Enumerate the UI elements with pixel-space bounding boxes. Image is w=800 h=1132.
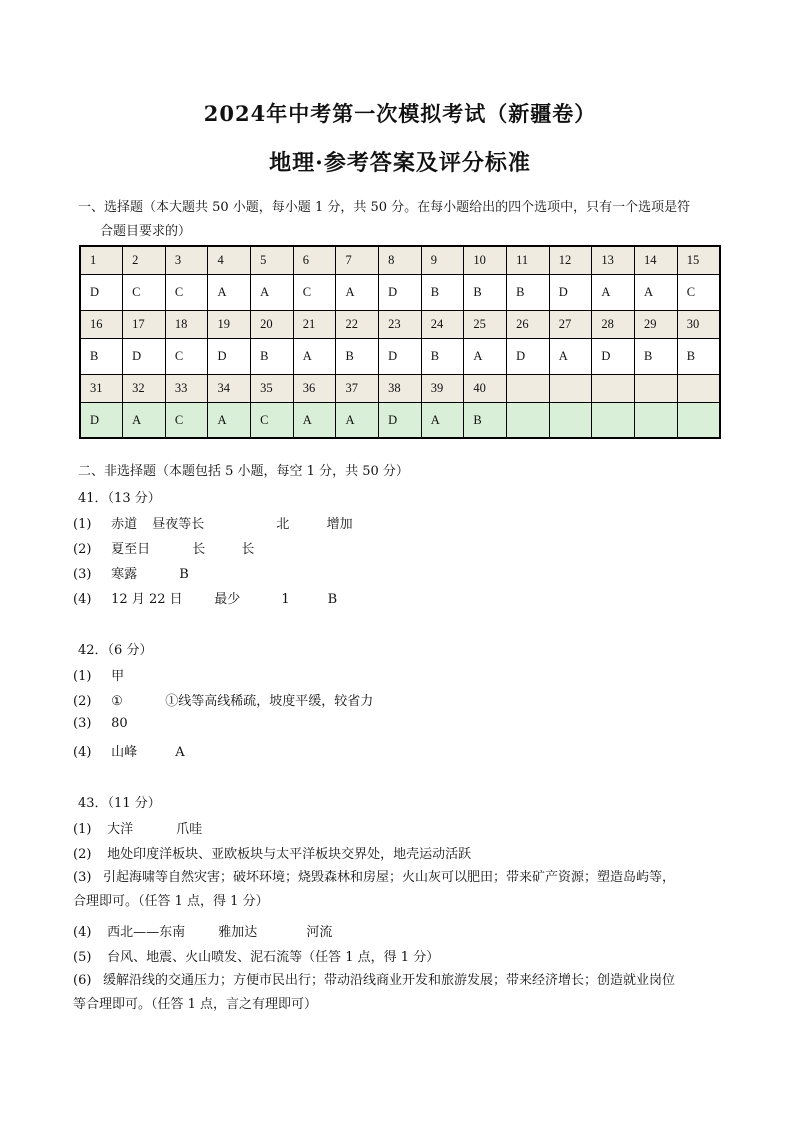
answer-row	[80, 403, 720, 439]
q43-item-4	[73, 921, 332, 940]
answer-table	[79, 245, 721, 439]
q41-item-2	[73, 538, 254, 557]
question-number-cell: 34	[208, 375, 251, 403]
item-mark: (2)	[73, 847, 92, 862]
answer-cell: A	[464, 339, 507, 375]
q42-item-1	[73, 665, 124, 684]
answer-text: 昼夜等长	[152, 517, 205, 532]
item-mark: (3)	[73, 567, 92, 582]
question-number-cell: 17	[123, 311, 166, 339]
answer-cell: B	[677, 339, 720, 375]
answer-cell: B	[464, 275, 507, 311]
answer-row	[80, 339, 720, 375]
answer-cell: C	[123, 275, 166, 311]
q43-header: 43．（11 分）	[78, 796, 161, 811]
q43-item-1	[73, 818, 202, 837]
question-number-cell: 5	[251, 246, 294, 275]
answer-text-continued: 等合理即可。（任答 1 点，言之有理即可）	[73, 997, 318, 1012]
item-mark: (6)	[73, 973, 92, 988]
answer-cell: D	[379, 275, 422, 311]
question-number-cell: 11	[507, 246, 550, 275]
answer-cell: D	[80, 403, 123, 439]
question-number-cell: 26	[507, 311, 550, 339]
section-2-heading: 二、非选择题（本题包括 5 小题，每空 1 分，共 50 分）	[78, 464, 409, 479]
answer-cell: C	[293, 275, 336, 311]
answer-cell: B	[336, 339, 379, 375]
answer-cell	[592, 403, 635, 439]
answer-text: 12 月 22 日	[111, 592, 183, 607]
q42-item-3	[73, 716, 128, 731]
answer-cell: B	[464, 403, 507, 439]
question-number-cell: 31	[80, 375, 123, 403]
question-number-cell: 19	[208, 311, 251, 339]
answer-text: 大洋	[107, 822, 134, 837]
document-title: 2024年中考第一次模拟考试（新疆卷）	[203, 101, 597, 126]
answer-text: B	[327, 592, 338, 607]
answer-cell: A	[251, 275, 294, 311]
question-number-cell: 21	[293, 311, 336, 339]
q41-header: 41．（13 分）	[78, 491, 161, 506]
question-number-cell: 36	[293, 375, 336, 403]
answer-cell: A	[549, 339, 592, 375]
answer-cell: C	[251, 403, 294, 439]
answer-text: 最少	[214, 592, 241, 607]
answer-text: A	[175, 745, 185, 760]
question-number-cell	[635, 375, 678, 403]
question-number-cell: 16	[80, 311, 123, 339]
question-number-cell: 39	[421, 375, 464, 403]
answer-text: 山峰	[111, 745, 138, 760]
answer-text: 1	[281, 592, 290, 607]
answer-cell: A	[293, 339, 336, 375]
item-mark: (4)	[73, 592, 92, 607]
answer-text: 长	[192, 542, 206, 557]
question-number-row	[80, 311, 720, 339]
answer-text: 夏至日	[111, 542, 151, 557]
question-number-cell	[592, 375, 635, 403]
q43-item-5	[73, 946, 439, 965]
question-number-row	[80, 375, 720, 403]
answer-text: 赤道	[111, 517, 138, 532]
answer-cell: D	[592, 339, 635, 375]
question-number-cell: 28	[592, 311, 635, 339]
question-number-cell: 38	[379, 375, 422, 403]
answer-cell	[549, 403, 592, 439]
answer-cell: B	[421, 339, 464, 375]
answer-text: 爪哇	[176, 822, 203, 837]
question-number-cell	[549, 375, 592, 403]
item-mark: (4)	[73, 925, 92, 940]
answer-text: 台风、地震、火山喷发、泥石流等（任答 1 点，得 1 分）	[107, 950, 440, 965]
question-number-cell	[677, 375, 720, 403]
question-number-cell: 10	[464, 246, 507, 275]
answer-cell: B	[421, 275, 464, 311]
answer-text-continued: 合理即可。（任答 1 点，得 1 分）	[73, 894, 269, 909]
question-number-cell: 6	[293, 246, 336, 275]
question-number-cell: 32	[123, 375, 166, 403]
q43-item-2	[73, 843, 471, 862]
answer-text: 河流	[306, 925, 333, 940]
answer-cell: B	[80, 339, 123, 375]
answer-text: 甲	[111, 669, 125, 684]
answer-text: 缓解沿线的交通压力；方便市民出行；带动沿线商业开发和旅游发展；带来经济增长；创造就业岗位	[103, 973, 676, 988]
question-number-cell: 37	[336, 375, 379, 403]
answer-row	[80, 275, 720, 311]
answer-cell: C	[165, 275, 208, 311]
answer-cell: C	[165, 339, 208, 375]
answer-cell: A	[336, 275, 379, 311]
answer-text: 寒露	[111, 567, 138, 582]
answer-cell: D	[123, 339, 166, 375]
answer-cell	[635, 403, 678, 439]
item-mark: (2)	[73, 542, 92, 557]
answer-cell: C	[165, 403, 208, 439]
answer-text: B	[179, 567, 189, 582]
question-number-cell: 29	[635, 311, 678, 339]
answer-cell: D	[208, 339, 251, 375]
question-number-cell: 14	[635, 246, 678, 275]
answer-text: 长	[241, 542, 255, 557]
item-mark: (1)	[73, 517, 92, 532]
question-number-cell: 27	[549, 311, 592, 339]
question-number-cell: 13	[592, 246, 635, 275]
item-mark: (2)	[73, 694, 92, 709]
answer-text: ①线等高线稀疏，坡度平缓，较省力	[165, 694, 374, 709]
question-number-cell: 1	[80, 246, 123, 275]
question-number-row	[80, 246, 720, 275]
q42-item-2	[73, 690, 373, 709]
q41-item-4	[73, 588, 337, 607]
q43-item-6	[73, 969, 733, 1017]
answer-text: 北	[276, 517, 290, 532]
question-number-cell: 33	[165, 375, 208, 403]
q42-item-4	[73, 741, 185, 760]
q41-item-3	[73, 563, 189, 582]
answer-cell: A	[336, 403, 379, 439]
answer-cell: D	[379, 403, 422, 439]
answer-cell: B	[251, 339, 294, 375]
question-number-cell: 2	[123, 246, 166, 275]
section-1-heading	[78, 196, 738, 244]
answer-cell: C	[677, 275, 720, 311]
question-number-cell: 40	[464, 375, 507, 403]
section-1-heading-line1: 一、选择题（本大题共 50 小题，每小题 1 分，共 50 分。在每小题给出的四个选项中，只有一个选项是符	[78, 200, 691, 215]
answer-text: 雅加达	[218, 925, 258, 940]
answer-cell: D	[507, 339, 550, 375]
q42-header: 42．（6 分）	[78, 643, 153, 658]
answer-text: 西北——东南	[107, 925, 186, 940]
question-number-cell: 25	[464, 311, 507, 339]
document-subtitle: 地理·参考答案及评分标准	[269, 150, 531, 176]
q41-item-1	[73, 513, 353, 532]
answer-cell: D	[80, 275, 123, 311]
section-1-heading-line2: 合题目要求的）	[100, 224, 192, 239]
item-mark: (3)	[73, 870, 92, 885]
answer-text: 引起海啸等自然灾害；破坏环境；烧毁森林和房屋；火山灰可以肥田；带来矿产资源；塑造岛屿等，	[103, 870, 676, 885]
question-number-cell: 9	[421, 246, 464, 275]
answer-text: 80	[111, 716, 128, 731]
answer-cell: A	[592, 275, 635, 311]
question-number-cell: 30	[677, 311, 720, 339]
question-number-cell: 22	[336, 311, 379, 339]
answer-text: 地处印度洋板块、亚欧板块与太平洋板块交界处，地壳运动活跃	[107, 847, 472, 862]
question-number-cell	[507, 375, 550, 403]
question-number-cell: 4	[208, 246, 251, 275]
answer-cell: A	[635, 275, 678, 311]
answer-cell: B	[635, 339, 678, 375]
question-number-cell: 12	[549, 246, 592, 275]
answer-cell: D	[549, 275, 592, 311]
answer-cell: A	[208, 275, 251, 311]
item-mark: (5)	[73, 950, 92, 965]
question-number-cell: 3	[165, 246, 208, 275]
answer-cell: A	[208, 403, 251, 439]
question-number-cell: 8	[379, 246, 422, 275]
answer-cell: A	[421, 403, 464, 439]
question-number-cell: 20	[251, 311, 294, 339]
item-mark: (1)	[73, 669, 92, 684]
question-number-cell: 24	[421, 311, 464, 339]
item-mark: (4)	[73, 745, 92, 760]
q43-item-3	[73, 866, 733, 914]
answer-text: 增加	[326, 517, 353, 532]
answer-cell: B	[507, 275, 550, 311]
question-number-cell: 15	[677, 246, 720, 275]
answer-cell: A	[123, 403, 166, 439]
answer-cell	[677, 403, 720, 439]
question-number-cell: 7	[336, 246, 379, 275]
item-mark: (3)	[73, 716, 92, 731]
question-number-cell: 23	[379, 311, 422, 339]
answer-cell	[507, 403, 550, 439]
question-number-cell: 18	[165, 311, 208, 339]
item-mark: (1)	[73, 822, 92, 837]
answer-cell: A	[293, 403, 336, 439]
answer-cell: D	[379, 339, 422, 375]
answer-text: ①	[111, 694, 123, 709]
question-number-cell: 35	[251, 375, 294, 403]
